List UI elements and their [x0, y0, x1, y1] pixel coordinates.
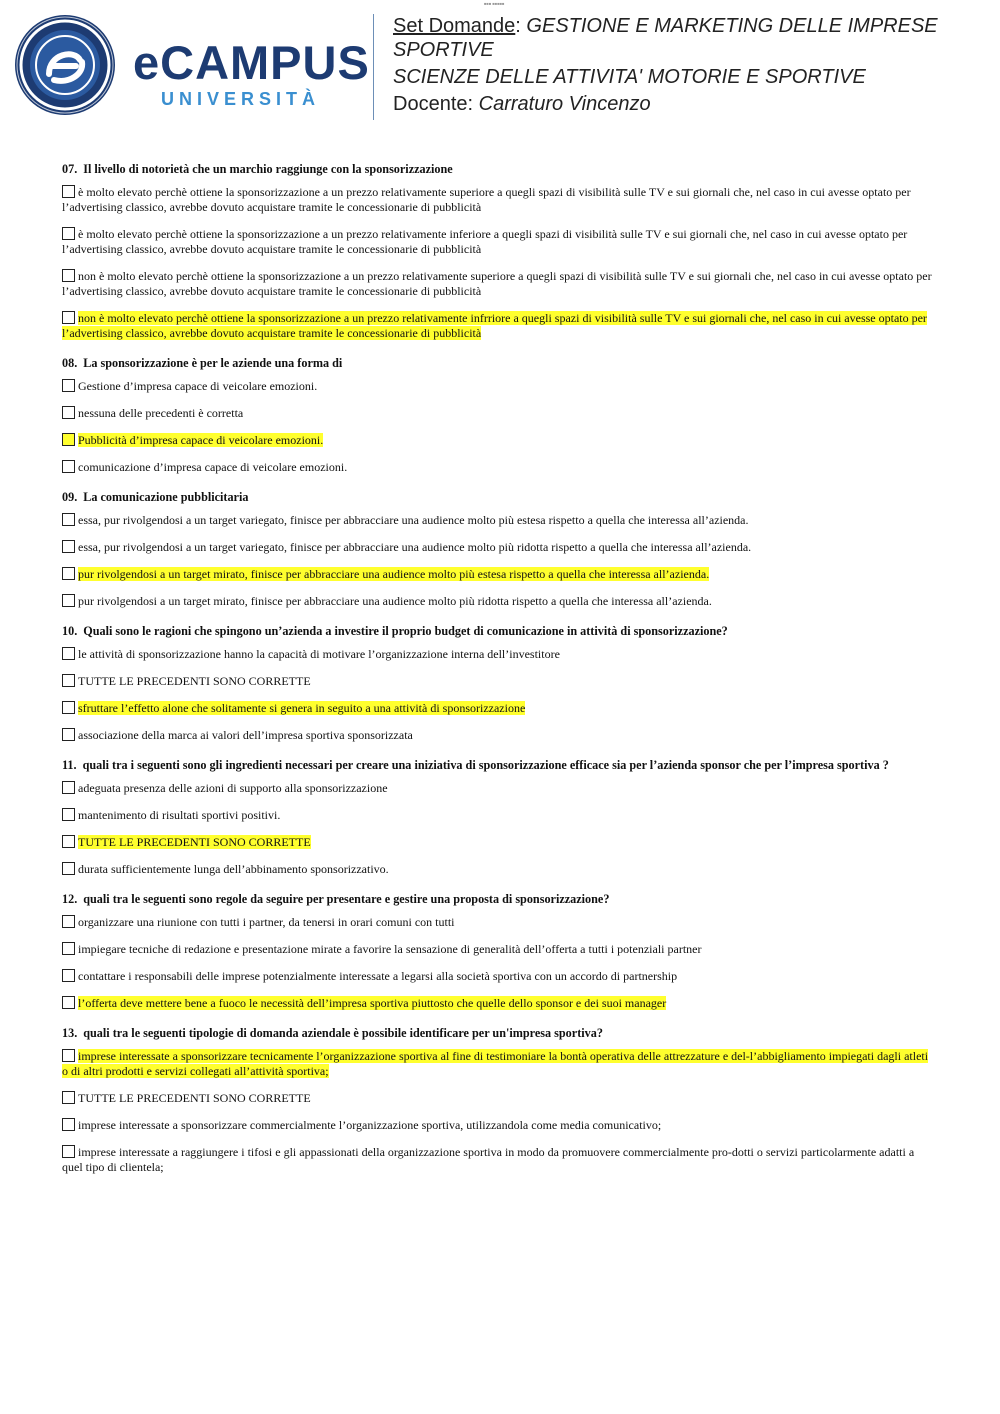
docente-label: Docente: — [393, 93, 474, 115]
checkbox-icon[interactable] — [62, 227, 75, 240]
answer-text: Pubblicità d’impresa capace di veicolare emozioni. — [78, 433, 324, 447]
answer-option[interactable] — [62, 969, 932, 984]
checkbox-icon[interactable] — [62, 460, 75, 473]
checkbox-icon[interactable] — [62, 406, 75, 419]
docente-line — [393, 92, 983, 116]
checkbox-icon[interactable] — [62, 185, 75, 198]
answer-text: essa, pur rivolgendosi a un target variegato, finisce per abbracciare una audience molto più estesa rispetto a quella che interessa all’azienda. — [78, 513, 749, 527]
page-header — [0, 0, 1000, 130]
logo-subtitle: UNIVERSITÀ — [161, 89, 321, 109]
answer-text: associazione della marca ai valori dell’impresa sportiva sponsorizzata — [78, 728, 413, 742]
course-title: GESTIONE E MARKETING DELLE IMPRESE SPORTIVE — [393, 15, 938, 61]
answer-text: imprese interessate a raggiungere i tifosi e gli appassionati della organizzazione sportiva in modo da promuovere commercialmente pro-dotti o servizi particolarmente adatti a quel tipo di clientela; — [62, 1145, 915, 1174]
checkbox-icon[interactable] — [62, 701, 75, 714]
question-text: quali tra le seguenti tipologie di domanda aziendale è possibile identificare per un'impresa sportiva? — [83, 1026, 603, 1040]
set-colon: : — [515, 15, 521, 37]
answer-option[interactable] — [62, 647, 932, 662]
answer-text: TUTTE LE PRECEDENTI SONO CORRETTE — [78, 674, 311, 688]
checkbox-icon[interactable] — [62, 433, 75, 446]
question-block — [62, 489, 932, 609]
question-number: 10. — [62, 624, 78, 638]
checkbox-icon[interactable] — [62, 379, 75, 392]
question-title — [62, 355, 932, 371]
checkbox-icon[interactable] — [62, 594, 75, 607]
answer-text: sfruttare l’effetto alone che solitamente si genera in seguito a una attività di sponsorizzazione — [78, 701, 526, 715]
question-text: Quali sono le ragioni che spingono un’azienda a investire il proprio budget di comunicazione in attività di sponsorizzazione? — [83, 624, 728, 638]
degree-line: SCIENZE DELLE ATTIVITA' MOTORIE E SPORTIVE — [393, 66, 866, 88]
answer-text: è molto elevato perchè ottiene la sponsorizzazione a un prezzo relativamente superiore a quegli spazi di visibilità sulle TV e sui giornali che, nel caso in cui avesse optato per l’advertising classico, avrebbe dovuto acquistare tramite le concessionarie di pubblicità — [62, 185, 911, 214]
checkbox-icon[interactable] — [62, 1145, 75, 1158]
answer-text: organizzare una riunione con tutti i partner, da tenersi in orari comuni con tutti — [78, 915, 455, 929]
header-info — [393, 14, 983, 116]
answer-text: adeguata presenza delle azioni di supporto alla sponsorizzazione — [78, 781, 388, 795]
answer-option[interactable] — [62, 513, 932, 528]
answer-option[interactable] — [62, 862, 932, 877]
answer-text: TUTTE LE PRECEDENTI SONO CORRETTE — [78, 1091, 311, 1105]
answer-text: mantenimento di risultati sportivi positivi. — [78, 808, 281, 822]
question-number: 11. — [62, 758, 77, 772]
answer-option[interactable] — [62, 942, 932, 957]
question-block — [62, 355, 932, 475]
answer-option[interactable] — [62, 835, 932, 850]
answer-option[interactable] — [62, 540, 932, 555]
answer-option[interactable] — [62, 781, 932, 796]
checkbox-icon[interactable] — [62, 781, 75, 794]
question-text: La comunicazione pubblicitaria — [83, 490, 249, 504]
answer-text: l’offerta deve mettere bene a fuoco le necessità dell’impresa sportiva piuttosto che quelle dello sponsor e dei suoi manager — [78, 996, 667, 1010]
answer-option[interactable] — [62, 1118, 932, 1133]
question-title — [62, 891, 932, 907]
question-title — [62, 1025, 932, 1041]
checkbox-icon[interactable] — [62, 1049, 75, 1062]
checkbox-icon[interactable] — [62, 728, 75, 741]
answer-text: non è molto elevato perchè ottiene la sponsorizzazione a un prezzo relativamente infrriore a quegli spazi di visibilità sulle TV e sui giornali che, nel caso in cui avesse optato per l’advertising classico, avrebbe dovuto acquistare tramite le concessionarie di pubblicità — [62, 311, 927, 340]
logo-wordmark: eCAMPUS — [133, 36, 370, 89]
question-block — [62, 891, 932, 1011]
checkbox-icon[interactable] — [62, 311, 75, 324]
checkbox-icon[interactable] — [62, 996, 75, 1009]
question-number: 13. — [62, 1026, 78, 1040]
checkbox-icon[interactable] — [62, 1091, 75, 1104]
header-divider — [373, 14, 374, 120]
question-number: 07. — [62, 162, 78, 176]
question-text: quali tra i seguenti sono gli ingredienti necessari per creare una iniziativa di sponsorizzazione efficace sia per l’azienda sponsor che per l’impresa sportiva ? — [82, 758, 889, 772]
answer-text: non è molto elevato perchè ottiene la sponsorizzazione a un prezzo relativamente superiore a quegli spazi di visibilità sulle TV e sui giornali che, nel caso in cui avesse optato per l’advertising classico, avrebbe dovuto acquistare tramite le concessionarie di pubblicità — [62, 269, 932, 298]
answer-text: essa, pur rivolgendosi a un target variegato, finisce per abbracciare una audience molto più ridotta rispetto a quella che interessa all’azienda. — [78, 540, 752, 554]
answer-text: le attività di sponsorizzazione hanno la capacità di motivare l’organizzazione interna dell’investitore — [78, 647, 560, 661]
answer-option[interactable] — [62, 567, 932, 582]
questions-list — [62, 161, 932, 1189]
header-tiny-text: ■■■ ■■■■■ — [484, 1, 505, 6]
question-number: 08. — [62, 356, 78, 370]
answer-option[interactable] — [62, 808, 932, 823]
answer-text: nessuna delle precedenti è corretta — [78, 406, 244, 420]
answer-text: impiegare tecniche di redazione e presentazione mirate a favorire la sensazione di generalità dell’offerta a tutti i potenziali partner — [78, 942, 702, 956]
answer-option[interactable] — [62, 674, 932, 689]
question-block — [62, 623, 932, 743]
answer-option[interactable] — [62, 1145, 932, 1175]
set-label: Set Domande — [393, 15, 516, 37]
checkbox-icon[interactable] — [62, 567, 75, 580]
checkbox-icon[interactable] — [62, 647, 75, 660]
checkbox-icon[interactable] — [62, 969, 75, 982]
checkbox-icon[interactable] — [62, 808, 75, 821]
answer-option[interactable] — [62, 460, 932, 475]
answer-option[interactable] — [62, 311, 932, 341]
answer-text: imprese interessate a sponsorizzare commercialmente l’organizzazione sportiva, utilizzandola come media comunicativo; — [78, 1118, 662, 1132]
answer-option[interactable] — [62, 594, 932, 609]
set-line — [393, 14, 983, 62]
question-number: 09. — [62, 490, 78, 504]
answer-option[interactable] — [62, 915, 932, 930]
answer-text: imprese interessate a sponsorizzare tecnicamente l’organizzazione sportiva al fine di testimoniare la bontà operativa delle attrezzature e del-l’abbigliamento impiegati dagli atleti o di altri prodotti e servizi collegati all’attività sportiva; — [62, 1049, 929, 1078]
answer-option[interactable] — [62, 1091, 932, 1106]
answer-option[interactable] — [62, 728, 932, 743]
question-block — [62, 161, 932, 341]
question-block — [62, 1025, 932, 1175]
answer-option[interactable] — [62, 406, 932, 421]
answer-option[interactable] — [62, 701, 932, 716]
question-text: La sponsorizzazione è per le aziende una forma di — [83, 356, 343, 370]
answer-option[interactable] — [62, 379, 932, 394]
checkbox-icon[interactable] — [62, 269, 75, 282]
question-title — [62, 623, 932, 639]
question-text: Il livello di notorietà che un marchio raggiunge con la sponsorizzazione — [83, 162, 453, 176]
question-title — [62, 161, 932, 177]
checkbox-icon[interactable] — [62, 915, 75, 928]
checkbox-icon[interactable] — [62, 942, 75, 955]
question-block — [62, 757, 932, 877]
checkbox-icon[interactable] — [62, 674, 75, 687]
question-title — [62, 489, 932, 505]
question-text: quali tra le seguenti sono regole da seguire per presentare e gestire una proposta di sponsorizzazione? — [83, 892, 610, 906]
checkbox-icon[interactable] — [62, 862, 75, 875]
answer-option[interactable] — [62, 1049, 932, 1079]
docente-name: Carraturo Vincenzo — [478, 93, 651, 115]
checkbox-icon[interactable] — [62, 1118, 75, 1131]
answer-option[interactable] — [62, 996, 932, 1011]
answer-text: TUTTE LE PRECEDENTI SONO CORRETTE — [78, 835, 311, 849]
answer-text: è molto elevato perchè ottiene la sponsorizzazione a un prezzo relativamente inferiore a quegli spazi di visibilità sulle TV e sui giornali che, nel caso in cui avesse optato per l’advertising classico, avrebbe dovuto acquistare tramite le concessionarie di pubblicità — [62, 227, 908, 256]
checkbox-icon[interactable] — [62, 540, 75, 553]
answer-text: Gestione d’impresa capace di veicolare emozioni. — [78, 379, 318, 393]
answer-text: comunicazione d’impresa capace di veicolare emozioni. — [78, 460, 348, 474]
question-number: 12. — [62, 892, 78, 906]
answer-text: durata sufficientemente lunga dell’abbinamento sponsorizzativo. — [78, 862, 389, 876]
answer-option[interactable] — [62, 185, 932, 215]
answer-option[interactable] — [62, 269, 932, 299]
answer-text: pur rivolgendosi a un target mirato, finisce per abbracciare una audience molto più estesa rispetto a quella che interessa all’azienda. — [78, 567, 710, 581]
answer-text: pur rivolgendosi a un target mirato, finisce per abbracciare una audience molto più ridotta rispetto a quella che interessa all’azienda. — [78, 594, 712, 608]
checkbox-icon[interactable] — [62, 835, 75, 848]
answer-option[interactable] — [62, 227, 932, 257]
question-title — [62, 757, 932, 773]
answer-option[interactable] — [62, 433, 932, 448]
answer-text: contattare i responsabili delle imprese potenzialmente interessate a legarsi alla società sportiva con un accordo di partnership — [78, 969, 678, 983]
checkbox-icon[interactable] — [62, 513, 75, 526]
